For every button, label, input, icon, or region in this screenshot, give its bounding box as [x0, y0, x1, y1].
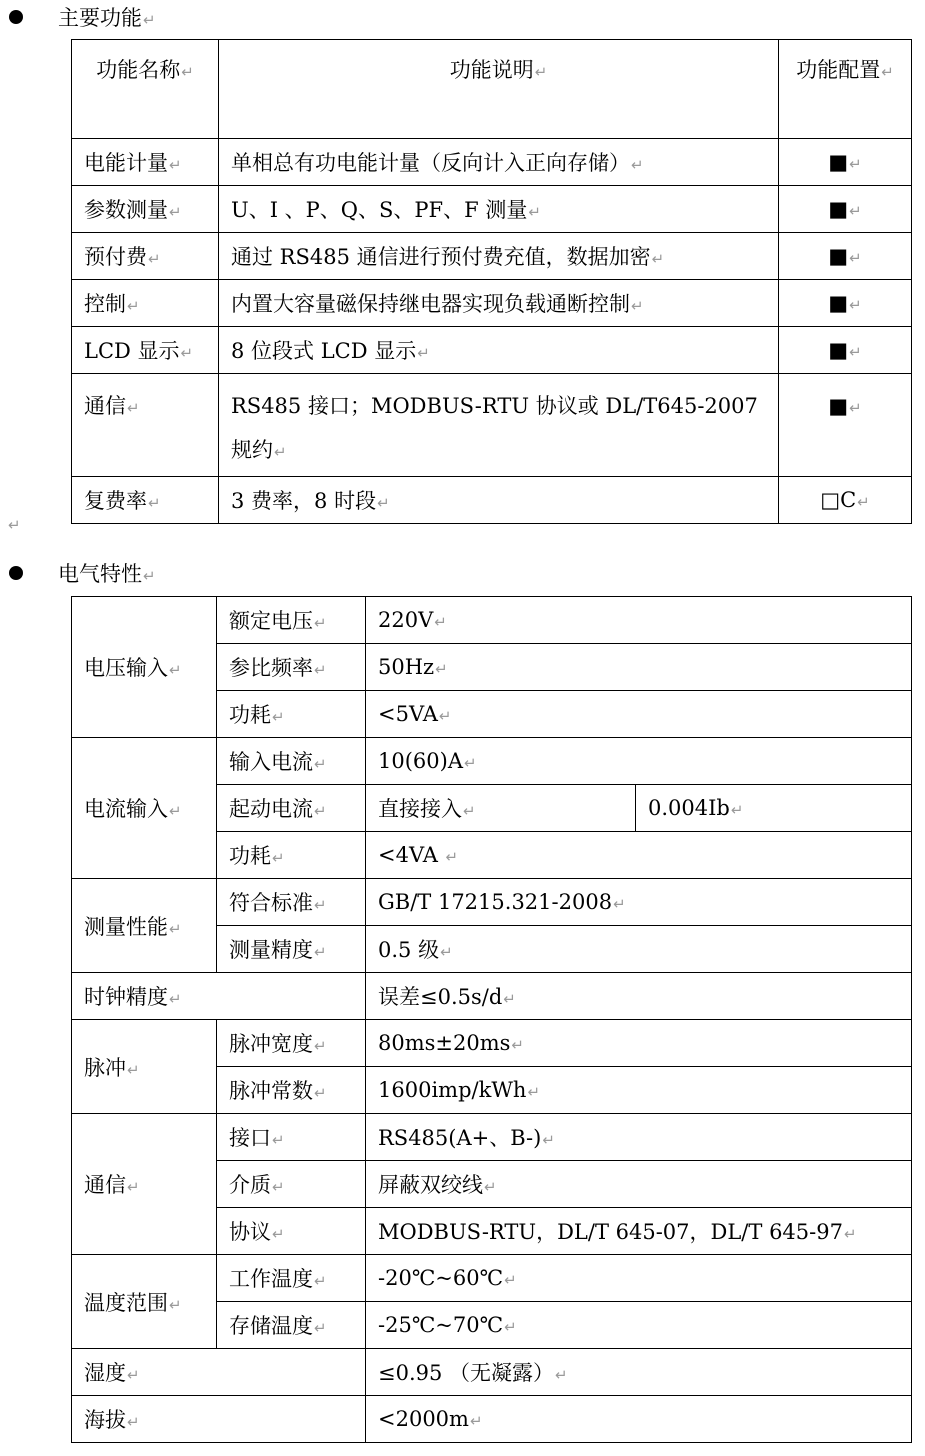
param-label: 介质: [229, 1173, 271, 1197]
cell: [366, 1396, 912, 1443]
cell: [217, 1208, 366, 1255]
param-value: <4VA: [378, 843, 445, 867]
cell: [72, 280, 219, 327]
cell: [217, 738, 366, 785]
param-value: GB/T 17215.321-2008: [378, 890, 613, 914]
param-label: 脉冲宽度: [229, 1032, 313, 1056]
paragraph-mark-icon: ↵: [555, 1366, 568, 1384]
group-cell: [72, 1255, 217, 1349]
paragraph-mark-icon: ↵: [127, 1060, 140, 1079]
cell: [366, 832, 912, 879]
cell: [217, 1161, 366, 1208]
table-row: [72, 1020, 912, 1067]
cell: [779, 186, 912, 233]
cell: [217, 1067, 366, 1114]
param-value: 220V: [378, 608, 434, 632]
paragraph-mark-icon: ↵: [445, 848, 459, 866]
paragraph-mark-icon: ↵: [169, 802, 182, 820]
paragraph-mark-icon: ↵: [143, 567, 156, 585]
config-mark: □C: [820, 488, 857, 512]
table-row: [72, 1255, 912, 1302]
paragraph-mark-icon: ↵: [651, 250, 665, 268]
paragraph-mark-icon: ↵: [8, 516, 21, 534]
param-value: <5VA: [378, 702, 438, 726]
paragraph-mark-icon: ↵: [127, 399, 140, 417]
group-cell: [72, 738, 217, 879]
paragraph-mark-icon: ↵: [314, 755, 327, 773]
paragraph-mark-icon: ↵: [274, 443, 287, 461]
row-desc: 通过 RS485 通信进行预付费充值，数据加密: [231, 245, 651, 269]
cell: [636, 785, 912, 832]
cell: [219, 139, 779, 186]
cell: [72, 973, 366, 1020]
table-row: [72, 1349, 912, 1396]
cell: [72, 233, 219, 280]
paragraph-mark-icon: ↵: [542, 1131, 555, 1149]
cell: [779, 374, 912, 477]
paragraph-mark-icon: ↵: [849, 399, 862, 417]
paragraph-mark-icon: ↵: [849, 296, 862, 314]
cell: [219, 477, 779, 524]
cell: [366, 1067, 912, 1114]
cell: [366, 973, 912, 1020]
param-label: 存储温度: [229, 1314, 313, 1338]
row-desc: U、I 、P、Q、S、PF、F 测量: [231, 198, 528, 222]
paragraph-mark-icon: ↵: [148, 250, 161, 268]
paragraph-mark-icon: ↵: [528, 203, 541, 221]
param-value: MODBUS-RTU，DL/T 645-07，DL/T 645-97: [378, 1220, 843, 1244]
paragraph-mark-icon: ↵: [843, 1225, 857, 1243]
paragraph-mark-icon: ↵: [631, 297, 644, 315]
paragraph-mark-icon: ↵: [272, 849, 285, 867]
cell: [219, 374, 779, 477]
group-label: 电流输入: [84, 797, 168, 821]
group-label: 测量性能: [84, 914, 168, 939]
cell: [72, 327, 219, 374]
paragraph-mark-icon: ↵: [181, 63, 194, 81]
group-label: 通信: [84, 1173, 126, 1197]
param-label: 协议: [229, 1220, 271, 1244]
cell: [217, 879, 366, 926]
cell: [366, 691, 912, 738]
param-value: 屏蔽双绞线: [378, 1173, 483, 1197]
param-value: 误差≤0.5s/d: [378, 985, 503, 1009]
cell: [366, 738, 912, 785]
cell: [366, 1208, 912, 1255]
paragraph-mark-icon: ↵: [484, 1178, 497, 1196]
row-desc: 8 位段式 LCD 显示: [231, 339, 417, 363]
config-mark: ■: [828, 394, 849, 418]
cell: [72, 477, 219, 524]
param-value: ≤0.95 （无凝露）: [378, 1361, 555, 1385]
paragraph-mark-icon: ↵: [503, 990, 516, 1008]
paragraph-mark-icon: ↵: [143, 11, 156, 29]
paragraph-mark-icon: ↵: [314, 1272, 327, 1290]
paragraph-mark-icon: ↵: [631, 156, 644, 174]
config-mark: ■: [828, 291, 849, 315]
paragraph-mark-icon: ↵: [272, 1178, 285, 1196]
electrical-table: [71, 596, 912, 1443]
header-cell: [219, 40, 779, 139]
param-value: 1600imp/kWh: [378, 1078, 527, 1102]
cell: [779, 280, 912, 327]
cell: [219, 186, 779, 233]
paragraph-mark-icon: ↵: [314, 802, 327, 820]
config-mark: ■: [828, 197, 849, 221]
cell: [219, 280, 779, 327]
paragraph-mark-icon: ↵: [849, 202, 862, 220]
table-row: [72, 597, 912, 644]
table-row: [72, 327, 912, 374]
table-row: [72, 1114, 912, 1161]
param-value: 50Hz: [378, 655, 435, 679]
param-label: 测量精度: [229, 938, 313, 962]
param-label: 参比频率: [229, 656, 313, 680]
paragraph-mark-icon: ↵: [169, 203, 182, 221]
paragraph-mark-icon: ↵: [180, 344, 194, 362]
param-value: 直接接入: [378, 797, 462, 821]
param-label: 功耗: [229, 844, 271, 868]
row-name: 通信: [84, 394, 126, 418]
heading-text: 电气特性: [58, 562, 142, 586]
table-row: [72, 477, 912, 524]
row-name: 参数测量: [84, 198, 168, 222]
table-header-row: [72, 40, 912, 139]
paragraph-mark-icon: ↵: [314, 614, 327, 632]
cell: [366, 879, 912, 926]
paragraph-mark-icon: ↵: [127, 1178, 140, 1196]
table-row: [72, 738, 912, 785]
paragraph-mark-icon: ↵: [417, 344, 430, 362]
param-value: -25℃~70℃: [378, 1313, 504, 1337]
cell: [217, 1020, 366, 1067]
table-row: [72, 1396, 912, 1443]
cell: [72, 1349, 366, 1396]
group-label: 脉冲: [84, 1055, 126, 1080]
paragraph-mark-icon: ↵: [272, 708, 285, 726]
bullet-icon: [9, 566, 23, 580]
row-desc: RS485 接口；MODBUS-RTU 协议或 DL/T645-2007 规约: [231, 394, 758, 462]
param-value: 10(60)A: [378, 749, 463, 773]
param-label: 符合标准: [229, 891, 313, 915]
row-desc: 内置大容量磁保持继电器实现负载通断控制: [231, 292, 630, 316]
config-mark: ■: [828, 338, 849, 362]
group-label: 电压输入: [84, 656, 168, 680]
cell: [779, 233, 912, 280]
paragraph-mark-icon: ↵: [857, 493, 870, 511]
cell: [217, 1255, 366, 1302]
param-label: 输入电流: [229, 750, 313, 774]
param-label: 时钟精度: [84, 985, 168, 1009]
param-label: 脉冲常数: [229, 1079, 313, 1103]
paragraph-mark-icon: ↵: [148, 494, 161, 512]
paragraph-mark-icon: ↵: [169, 919, 182, 938]
row-name: 电能计量: [84, 151, 168, 175]
paragraph-mark-icon: ↵: [849, 249, 862, 267]
paragraph-mark-icon: ↵: [730, 801, 744, 819]
paragraph-mark-icon: ↵: [511, 1036, 524, 1054]
row-desc: 单相总有功电能计量（反向计入正向存储）: [231, 151, 630, 175]
cell: [366, 1161, 912, 1208]
paragraph-mark-icon: ↵: [169, 156, 182, 174]
paragraph-mark-icon: ↵: [434, 613, 447, 631]
cell: [366, 1020, 912, 1067]
paragraph-mark-icon: ↵: [534, 63, 548, 81]
paragraph-mark-icon: ↵: [435, 660, 448, 678]
paragraph-mark-icon: ↵: [377, 494, 390, 512]
cell: [366, 1302, 912, 1349]
param-value: -20℃~60℃: [378, 1266, 504, 1290]
param-label: 功耗: [229, 703, 271, 727]
cell: [366, 926, 912, 973]
cell: [219, 233, 779, 280]
paragraph-mark-icon: ↵: [314, 1037, 327, 1055]
cell: [779, 139, 912, 186]
table-row: [72, 233, 912, 280]
param-value: 80ms±20ms: [378, 1031, 511, 1055]
cell: [366, 644, 912, 691]
table-row: [72, 879, 912, 926]
paragraph-mark-icon: ↵: [272, 1131, 285, 1149]
table-row: [72, 374, 912, 477]
paragraph-mark-icon: ↵: [613, 895, 626, 913]
paragraph-mark-icon: ↵: [169, 661, 182, 679]
paragraph-mark-icon: ↵: [314, 1319, 327, 1337]
paragraph-mark-icon: ↵: [463, 802, 476, 820]
cell: [366, 785, 636, 832]
group-cell: [72, 1114, 217, 1255]
paragraph-mark-icon: ↵: [469, 1412, 483, 1430]
header-cell: [779, 40, 912, 139]
paragraph-mark-icon: ↵: [314, 661, 327, 679]
paragraph-mark-icon: ↵: [464, 754, 477, 772]
cell: [72, 186, 219, 233]
paragraph-mark-icon: ↵: [169, 1295, 182, 1314]
param-value: <2000m: [378, 1407, 469, 1431]
param-label: 湿度: [84, 1361, 126, 1385]
paragraph-mark-icon: ↵: [272, 1225, 285, 1243]
param-label: 接口: [229, 1126, 271, 1150]
cell: [219, 327, 779, 374]
cell: [217, 926, 366, 973]
param-value: RS485(A+、B-): [378, 1126, 542, 1150]
cell: [217, 1302, 366, 1349]
paragraph-mark-icon: ↵: [127, 1366, 140, 1384]
paragraph-mark-icon: ↵: [527, 1083, 541, 1101]
param-label: 工作温度: [229, 1267, 313, 1291]
table-row: [72, 139, 912, 186]
param-label: 额定电压: [229, 609, 313, 633]
cell: [779, 327, 912, 374]
param-value: 0.004Ib: [648, 796, 730, 820]
row-desc: 3 费率，8 时段: [231, 489, 377, 513]
cell: [217, 691, 366, 738]
table-row: [72, 280, 912, 327]
cell: [217, 644, 366, 691]
paragraph-mark-icon: ↵: [127, 297, 140, 315]
paragraph-mark-icon: ↵: [314, 943, 327, 961]
table-row: [72, 186, 912, 233]
paragraph-mark-icon: ↵: [504, 1318, 517, 1336]
row-name: 复费率: [84, 489, 147, 513]
cell: [72, 374, 219, 477]
bullet-icon: [9, 10, 23, 24]
paragraph-mark-icon: ↵: [438, 707, 452, 725]
param-value: 0.5 级: [378, 938, 440, 962]
cell: [72, 1396, 366, 1443]
cell: [366, 1349, 912, 1396]
header-desc: 功能说明: [449, 58, 534, 82]
row-name: 控制: [84, 292, 126, 316]
paragraph-mark-icon: ↵: [849, 343, 862, 361]
cell: [217, 785, 366, 832]
group-label: 温度范围: [84, 1290, 168, 1315]
paragraph-mark-icon: ↵: [314, 896, 327, 914]
paragraph-mark-icon: ↵: [169, 990, 182, 1008]
config-mark: ■: [828, 150, 849, 174]
cell: [217, 832, 366, 879]
header-name: 功能名称: [96, 58, 181, 82]
group-cell: [72, 879, 217, 973]
heading-text: 主要功能: [58, 6, 142, 30]
paragraph-mark-icon: ↵: [504, 1271, 517, 1289]
row-name: 预付费: [84, 245, 147, 269]
table-row: [72, 973, 912, 1020]
cell: [72, 139, 219, 186]
paragraph-mark-icon: ↵: [127, 1413, 140, 1431]
header-cell: [72, 40, 219, 139]
param-label: 起动电流: [229, 797, 313, 821]
header-config: 功能配置: [796, 58, 881, 82]
cell: [366, 1255, 912, 1302]
group-cell: [72, 1020, 217, 1114]
config-mark: ■: [828, 244, 849, 268]
cell: [217, 597, 366, 644]
paragraph-mark-icon: ↵: [314, 1084, 327, 1102]
cell: [366, 597, 912, 644]
cell: [217, 1114, 366, 1161]
paragraph-mark-icon: ↵: [440, 943, 453, 961]
group-cell: [72, 597, 217, 738]
cell: [366, 1114, 912, 1161]
param-label: 海拔: [84, 1408, 126, 1432]
cell: [779, 477, 912, 524]
main-functions-table: [71, 39, 912, 524]
paragraph-mark-icon: ↵: [881, 63, 894, 81]
row-name: LCD 显示: [84, 339, 180, 363]
paragraph-mark-icon: ↵: [849, 155, 862, 173]
